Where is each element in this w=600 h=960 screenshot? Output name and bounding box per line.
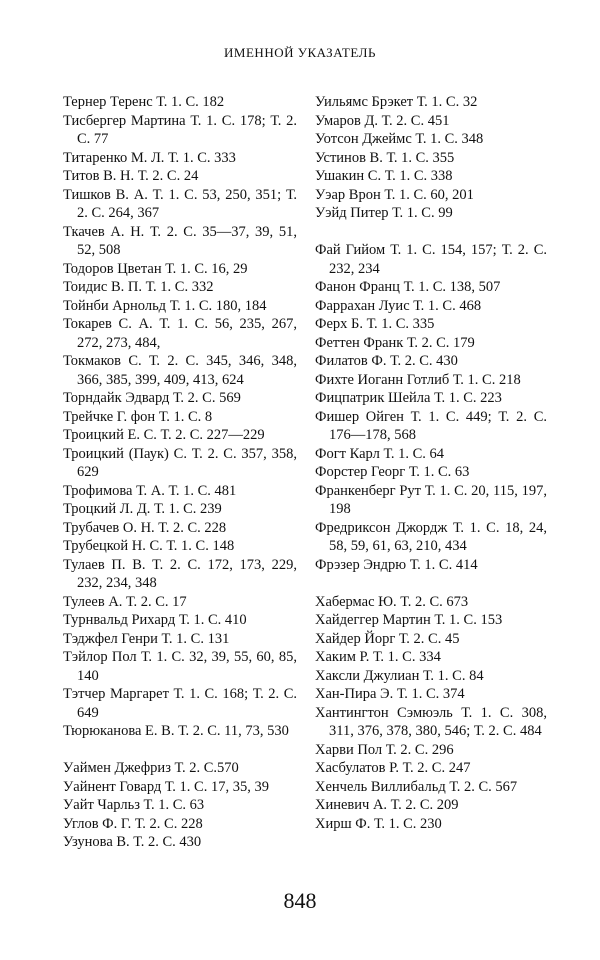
index-entry: Фредриксон Джордж Т. 1. С. 18, 24, 58, 59, 61, 63, 210, 434 — [315, 519, 547, 554]
index-entry: Торндайк Эдвард Т. 2. С. 569 — [63, 390, 241, 406]
index-entry: Тэйлор Пол Т. 1. С. 32, 39, 55, 60, 85, 140 — [63, 649, 297, 684]
index-entry: Харви Пол Т. 2. С. 296 — [315, 741, 454, 758]
index-entry: Уайнент Говард Т. 1. С. 17, 35, 39 — [63, 778, 269, 795]
index-entry: Уильямс Брэкет Т. 1. С. 32 — [315, 94, 478, 110]
index-entry: Тулеев А. Т. 2. С. 17 — [63, 593, 187, 610]
index-entry: Устинов В. Т. 1. С. 355 — [315, 149, 455, 166]
index-entry: Хан-Пира Э. Т. 1. С. 374 — [315, 686, 465, 702]
index-entry: Фаррахан Луис Т. 1. С. 468 — [315, 297, 482, 314]
index-entry: Тэджфел Генри Т. 1. С. 131 — [63, 630, 230, 647]
index-entry: Титов В. Н. Т. 2. С. 24 — [63, 168, 199, 184]
index-entry: Ферх Б. Т. 1. С. 335 — [315, 316, 435, 332]
index-entry: Тодоров Цветан Т. 1. С. 16, 29 — [63, 260, 248, 277]
index-entry: Тэтчер Маргарет Т. 1. С. 168; Т. 2. С. 649 — [63, 686, 297, 721]
index-entry: Хайдер Йорг Т. 2. С. 45 — [315, 630, 460, 647]
index-entry: Фрэзер Эндрю Т. 1. С. 414 — [315, 556, 478, 573]
index-entry: Троцкий Л. Д. Т. 1. С. 239 — [63, 501, 222, 517]
index-entry: Хасбулатов Р. Т. 2. С. 247 — [315, 760, 471, 776]
index-entry: Углов Ф. Г. Т. 2. С. 228 — [63, 815, 203, 832]
index-entry: Тишков В. А. Т. 1. С. 53, 250, 351; Т. 2. С. 264, 367 — [63, 186, 297, 221]
index-entry: Уэар Врон Т. 1. С. 60, 201 — [315, 186, 474, 203]
index-entry: Ткачев А. Н. Т. 2. С. 35—37, 39, 51, 52, 508 — [63, 223, 297, 258]
index-entry: Хаким Р. Т. 1. С. 334 — [315, 649, 441, 665]
index-entry: Токарев С. А. Т. 1. С. 56, 235, 267, 272, 273, 484, — [63, 316, 297, 351]
index-entry: Титаренко М. Л. Т. 1. С. 333 — [63, 149, 236, 166]
index-entry: Тисбергер Мартина Т. 1. С. 178; Т. 2. С. 77 — [63, 112, 297, 147]
index-entry: Франкенберг Рут Т. 1. С. 20, 115, 197, 198 — [315, 482, 547, 517]
index-entry: Хабермас Ю. Т. 2. С. 673 — [315, 593, 469, 610]
index-entry: Трофимова Т. А. Т. 1. С. 481 — [63, 482, 237, 499]
index-entry: Уайт Чарльз Т. 1. С. 63 — [63, 797, 205, 813]
index-entry: Трубачев О. Н. Т. 2. С. 228 — [63, 519, 227, 536]
index-entry: Тойнби Арнольд Т. 1. С. 180, 184 — [63, 297, 267, 314]
index-entry: Троицкий (Паук) С. Т. 2. С. 357, 358, 629 — [63, 445, 297, 480]
index-entry: Уаймен Джефриз Т. 2. С.570 — [63, 760, 239, 776]
index-entry: Трубецкой Н. С. Т. 1. С. 148 — [63, 538, 235, 554]
index-entry: Узунова В. Т. 2. С. 430 — [63, 834, 202, 850]
index-entry: Фихте Иоганн Готлиб Т. 1. С. 218 — [315, 371, 521, 388]
index-column-left — [63, 93, 297, 852]
index-column-right — [315, 93, 547, 833]
index-entry: Трейчке Г. фон Т. 1. С. 8 — [63, 408, 213, 425]
index-entry: Фогт Карл Т. 1. С. 64 — [315, 445, 445, 462]
index-entry: Фанон Франц Т. 1. С. 138, 507 — [315, 279, 501, 295]
index-entry: Хирш Ф. Т. 1. С. 230 — [315, 815, 442, 832]
index-entry: Тулаев П. В. Т. 2. С. 172, 173, 229, 232, 234, 348 — [63, 556, 297, 591]
index-entry: Турнвальд Рихард Т. 1. С. 410 — [63, 612, 247, 628]
index-entry: Фай Гийом Т. 1. С. 154, 157; Т. 2. С. 232, 234 — [315, 242, 547, 277]
index-entry: Тюрюканова Е. В. Т. 2. С. 11, 73, 530 — [63, 723, 289, 739]
index-entry: Хенчель Виллибальд Т. 2. С. 567 — [315, 778, 518, 795]
index-entry: Форстер Георг Т. 1. С. 63 — [315, 464, 470, 480]
index-entry: Филатов Ф. Т. 2. С. 430 — [315, 353, 458, 369]
index-entry: Уэйд Питер Т. 1. С. 99 — [315, 205, 453, 221]
index-entry: Хайдеггер Мартин Т. 1. С. 153 — [315, 612, 503, 628]
index-entry: Токмаков С. Т. 2. С. 345, 346, 348, 366, 385, 399, 409, 413, 624 — [63, 353, 297, 388]
index-entry: Троицкий Е. С. Т. 2. С. 227—229 — [63, 427, 265, 443]
index-entry: Феттен Франк Т. 2. С. 179 — [315, 334, 475, 351]
index-entry: Умаров Д. Т. 2. С. 451 — [315, 112, 450, 129]
index-entry: Хиневич А. Т. 2. С. 209 — [315, 797, 459, 813]
index-entry: Тернер Теренс Т. 1. С. 182 — [63, 94, 225, 110]
index-entry: Уотсон Джеймс Т. 1. С. 348 — [315, 131, 484, 147]
page-header: ИМЕННОЙ УКАЗАТЕЛЬ — [224, 45, 376, 60]
index-entry: Фишер Ойген Т. 1. С. 449; Т. 2. С. 176—178, 568 — [315, 408, 547, 443]
index-entry: Хантингтон Сэмюэль Т. 1. С. 308, 311, 376, 378, 380, 546; Т. 2. С. 484 — [315, 704, 547, 739]
index-entry: Тоидис В. П. Т. 1. С. 332 — [63, 279, 214, 295]
index-entry: Фицпатрик Шейла Т. 1. С. 223 — [315, 390, 502, 406]
index-entry: Ушакин С. Т. 1. С. 338 — [315, 168, 453, 184]
index-entry: Хаксли Джулиан Т. 1. С. 84 — [315, 667, 484, 684]
page-number: 848 — [283, 888, 317, 913]
